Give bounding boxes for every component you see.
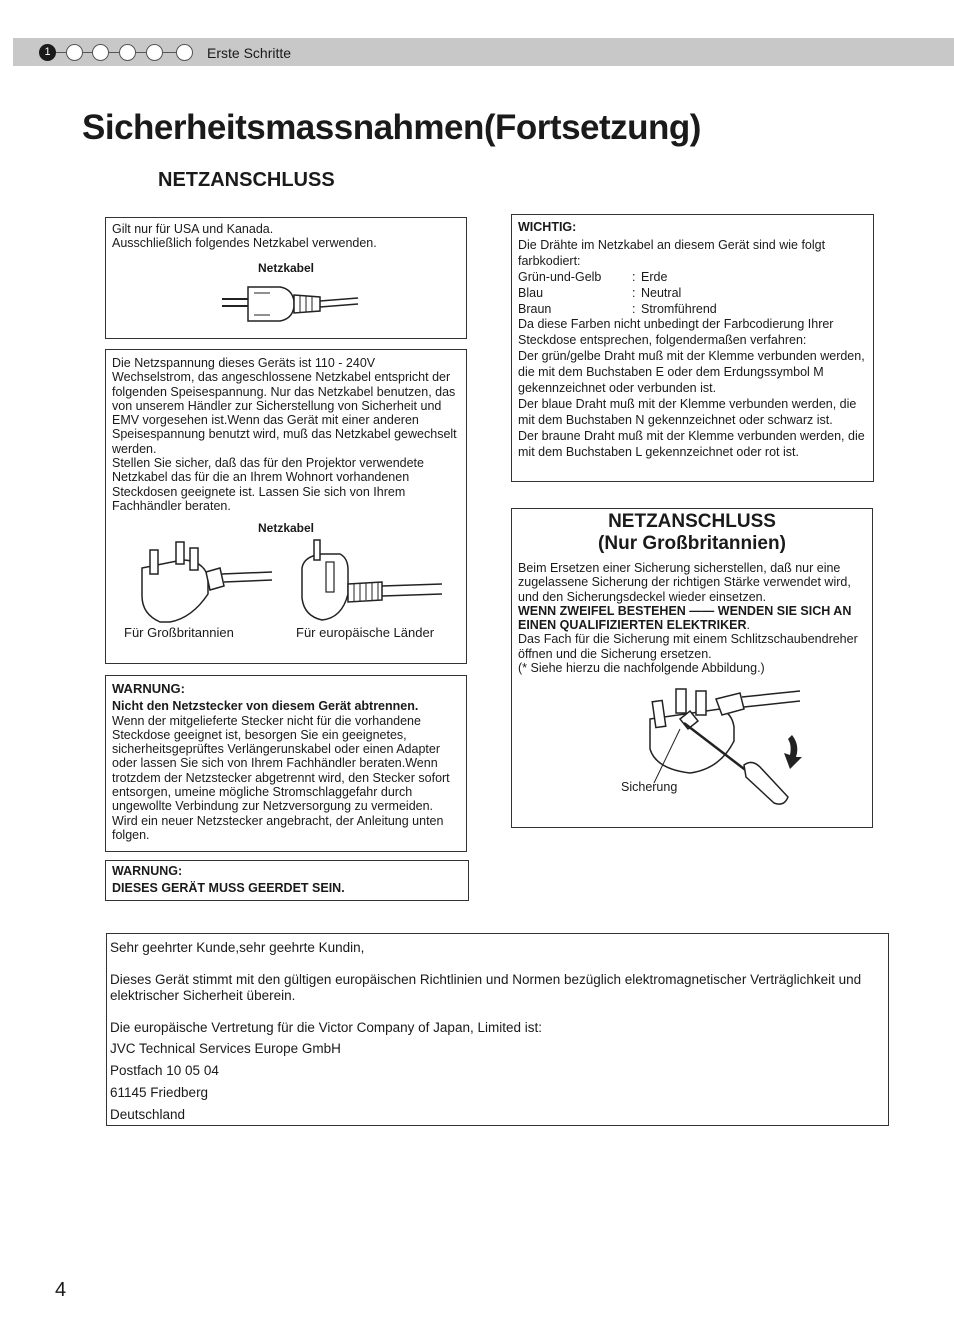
color-row: Blau : Neutral xyxy=(518,285,682,300)
step-indicator xyxy=(176,44,193,61)
uk-text3: (* Siehe hierzu die nachfolgende Abbildung.) xyxy=(518,661,765,676)
uk-title: NETZANSCHLUSS xyxy=(608,511,776,532)
important-intro: Die Drähte im Netzkabel an diesem Gerät sind wie folgt farbkodiert: xyxy=(518,237,826,268)
color-row: Braun : Stromführend xyxy=(518,301,717,316)
color-row: Grün-und-Gelb : Erde xyxy=(518,269,668,284)
step-indicator xyxy=(146,44,163,61)
customer-city: 61145 Friedberg xyxy=(110,1085,209,1100)
usa-line1: Gilt nur für USA und Kanada. xyxy=(112,222,274,236)
warning-heading: WARNUNG: xyxy=(112,681,185,696)
us-plug-illustration xyxy=(210,279,370,329)
voltage-caption: Netzkabel xyxy=(257,521,315,536)
warning-box xyxy=(105,675,467,852)
important-p2: Der grün/gelbe Draht muß mit der Klemme verbunden werden, die mit dem Buchstaben E oder dem Erdungssymbol M gekennzeichnet oder verbunden ist. xyxy=(518,349,865,396)
important-p4: Der braune Draht muß mit der Klemme verbunden werden, die mit dem Buchstaben L gekennzeichnet oder rot ist. xyxy=(518,428,865,459)
customer-notice-box xyxy=(106,933,889,1126)
ground-warning-box xyxy=(105,860,469,901)
important-p3: Der blaue Draht muß mit der Klemme verbunden werden, die mit dem Buchstaben N gekennzeichnet oder schwarz ist. xyxy=(518,396,857,427)
ground-warning-text: DIESES GERÄT MUSS GEERDET SEIN. xyxy=(112,881,345,896)
step-indicator xyxy=(119,44,136,61)
voltage-text1: Die Netzspannung dieses Geräts ist 110 - 240V Wechselstrom, das angeschlossene Netzkabel entspricht der folgenden Speisespannung. Nur das Netzkabel benutzen, das von unserem Händler zur Sicherstellung von Sicherheit und EMV vorgesehen ist.Wenn das Gerät mit einer anderen Speisespannung benutzt wird, muß das Netzkabel gewechselt werden. xyxy=(112,356,457,456)
section-label: Erste Schritte xyxy=(207,45,292,61)
important-heading: WICHTIG: xyxy=(518,220,577,234)
important-p1: Da diese Farben nicht unbedingt der Farbcodierung Ihrer Steckdose entsprechen, folgendermaßen verfahren: xyxy=(518,317,834,348)
eu-plug-illustration xyxy=(282,538,452,624)
customer-company: JVC Technical Services Europe GmbH xyxy=(110,1041,341,1056)
warning-text: Wenn der mitgelieferte Stecker nicht für die vorhandene Steckdose geeignet ist, besorgen Sie ein geeignetes, sicherheitsgeprüftes Verlängerunskabel oder einen Adapter oder lassen Sie sich von Ihrem Fachhändler beraten.Wenn trotzdem der Netzstecker abgetrennt wird, den Stecker sofort entsorgen, umeine mögliche Stromschlaggefahr durch ungewollte Verbindung zur Netzversorgung zu vermeiden. Wird ein neuer Netzstecker angebracht, der Anleitung unten folgen. xyxy=(112,713,450,842)
customer-p1: Dieses Gerät stimmt mit den gültigen europäischen Richtlinien und Normen bezüglich elektromagnetischer Verträglichkeit und elektrischer Sicherheit überein. xyxy=(110,972,862,1003)
voltage-text2: Stellen Sie sicher, daß das für den Projektor verwendete Netzkabel das für die an Ihrem Wohnort vorhandenen Steckdosen geeignete ist. Lassen Sie sich von Ihrem Fachhändler beraten. xyxy=(112,456,424,513)
label-uk: Für Großbritannien xyxy=(124,624,234,640)
customer-country: Deutschland xyxy=(110,1107,186,1122)
uk-subtitle: (Nur Großbritannien) xyxy=(598,533,786,554)
warning-bold: Nicht den Netzstecker von diesem Gerät abtrennen. xyxy=(112,699,419,714)
section-subtitle: NETZANSCHLUSS xyxy=(158,169,335,191)
uk-fuse-box: NETZANSCHLUSS (Nur Großbritannien) Beim Ersetzen einer Sicherung sicherstellen, daß nur eine zugelassene Sicherung der richtigen Stärke verwendet wird, und den Sicherungsdeckel wieder einsetzen. WENN ZWEIFEL BESTEHEN —— WENDEN SIE SICH AN EINEN QUALIFIZIERTEN ELEKTRIKER. Das Fach für die Sicherung mit einem Schlitzschaubendreher öffnen und die Sicherung ersetzen. (* Siehe hierzu die nachfolgende Abbildung.) Sicherung xyxy=(511,508,873,828)
uk-bold: WENN ZWEIFEL BESTEHEN —— WENDEN SIE SICH AN EINEN QUALIFIZIERTEN ELEKTRIKER xyxy=(518,603,852,633)
page-title: Sicherheitsmassnahmen(Fortsetzung) xyxy=(82,108,701,147)
usa-line2: Ausschließlich folgendes Netzkabel verwenden. xyxy=(112,236,377,251)
step-indicator xyxy=(66,44,83,61)
ground-warning-heading: WARNUNG: xyxy=(112,864,183,878)
uk-plug-illustration xyxy=(112,538,282,624)
fuse-label: Sicherung xyxy=(621,780,678,795)
page-number: 4 xyxy=(55,1279,67,1301)
step-indicator-active: 1 xyxy=(39,44,56,61)
usa-caption: Netzkabel xyxy=(257,260,315,275)
uk-text2: Das Fach für die Sicherung mit einem Schlitzschaubendreher öffnen und die Sicherung ersetzen. xyxy=(518,632,858,661)
step-indicator xyxy=(92,44,109,61)
customer-p2: Die europäische Vertretung für die Victor Company of Japan, Limited ist: xyxy=(110,1020,542,1035)
voltage-box xyxy=(105,349,467,664)
usa-canada-box xyxy=(105,217,467,339)
customer-postbox: Postfach 10 05 04 xyxy=(110,1063,219,1078)
customer-greeting: Sehr geehrter Kunde,sehr geehrte Kundin, xyxy=(110,940,365,955)
fuse-replacement-illustration xyxy=(640,679,810,815)
uk-text1: Beim Ersetzen einer Sicherung sicherstellen, daß nur eine zugelassene Sicherung der richtigen Stärke verwendet wird, und den Sicherungsdeckel wieder einsetzen. xyxy=(518,561,851,604)
label-eu: Für europäische Länder xyxy=(296,624,435,640)
important-box xyxy=(511,214,874,482)
